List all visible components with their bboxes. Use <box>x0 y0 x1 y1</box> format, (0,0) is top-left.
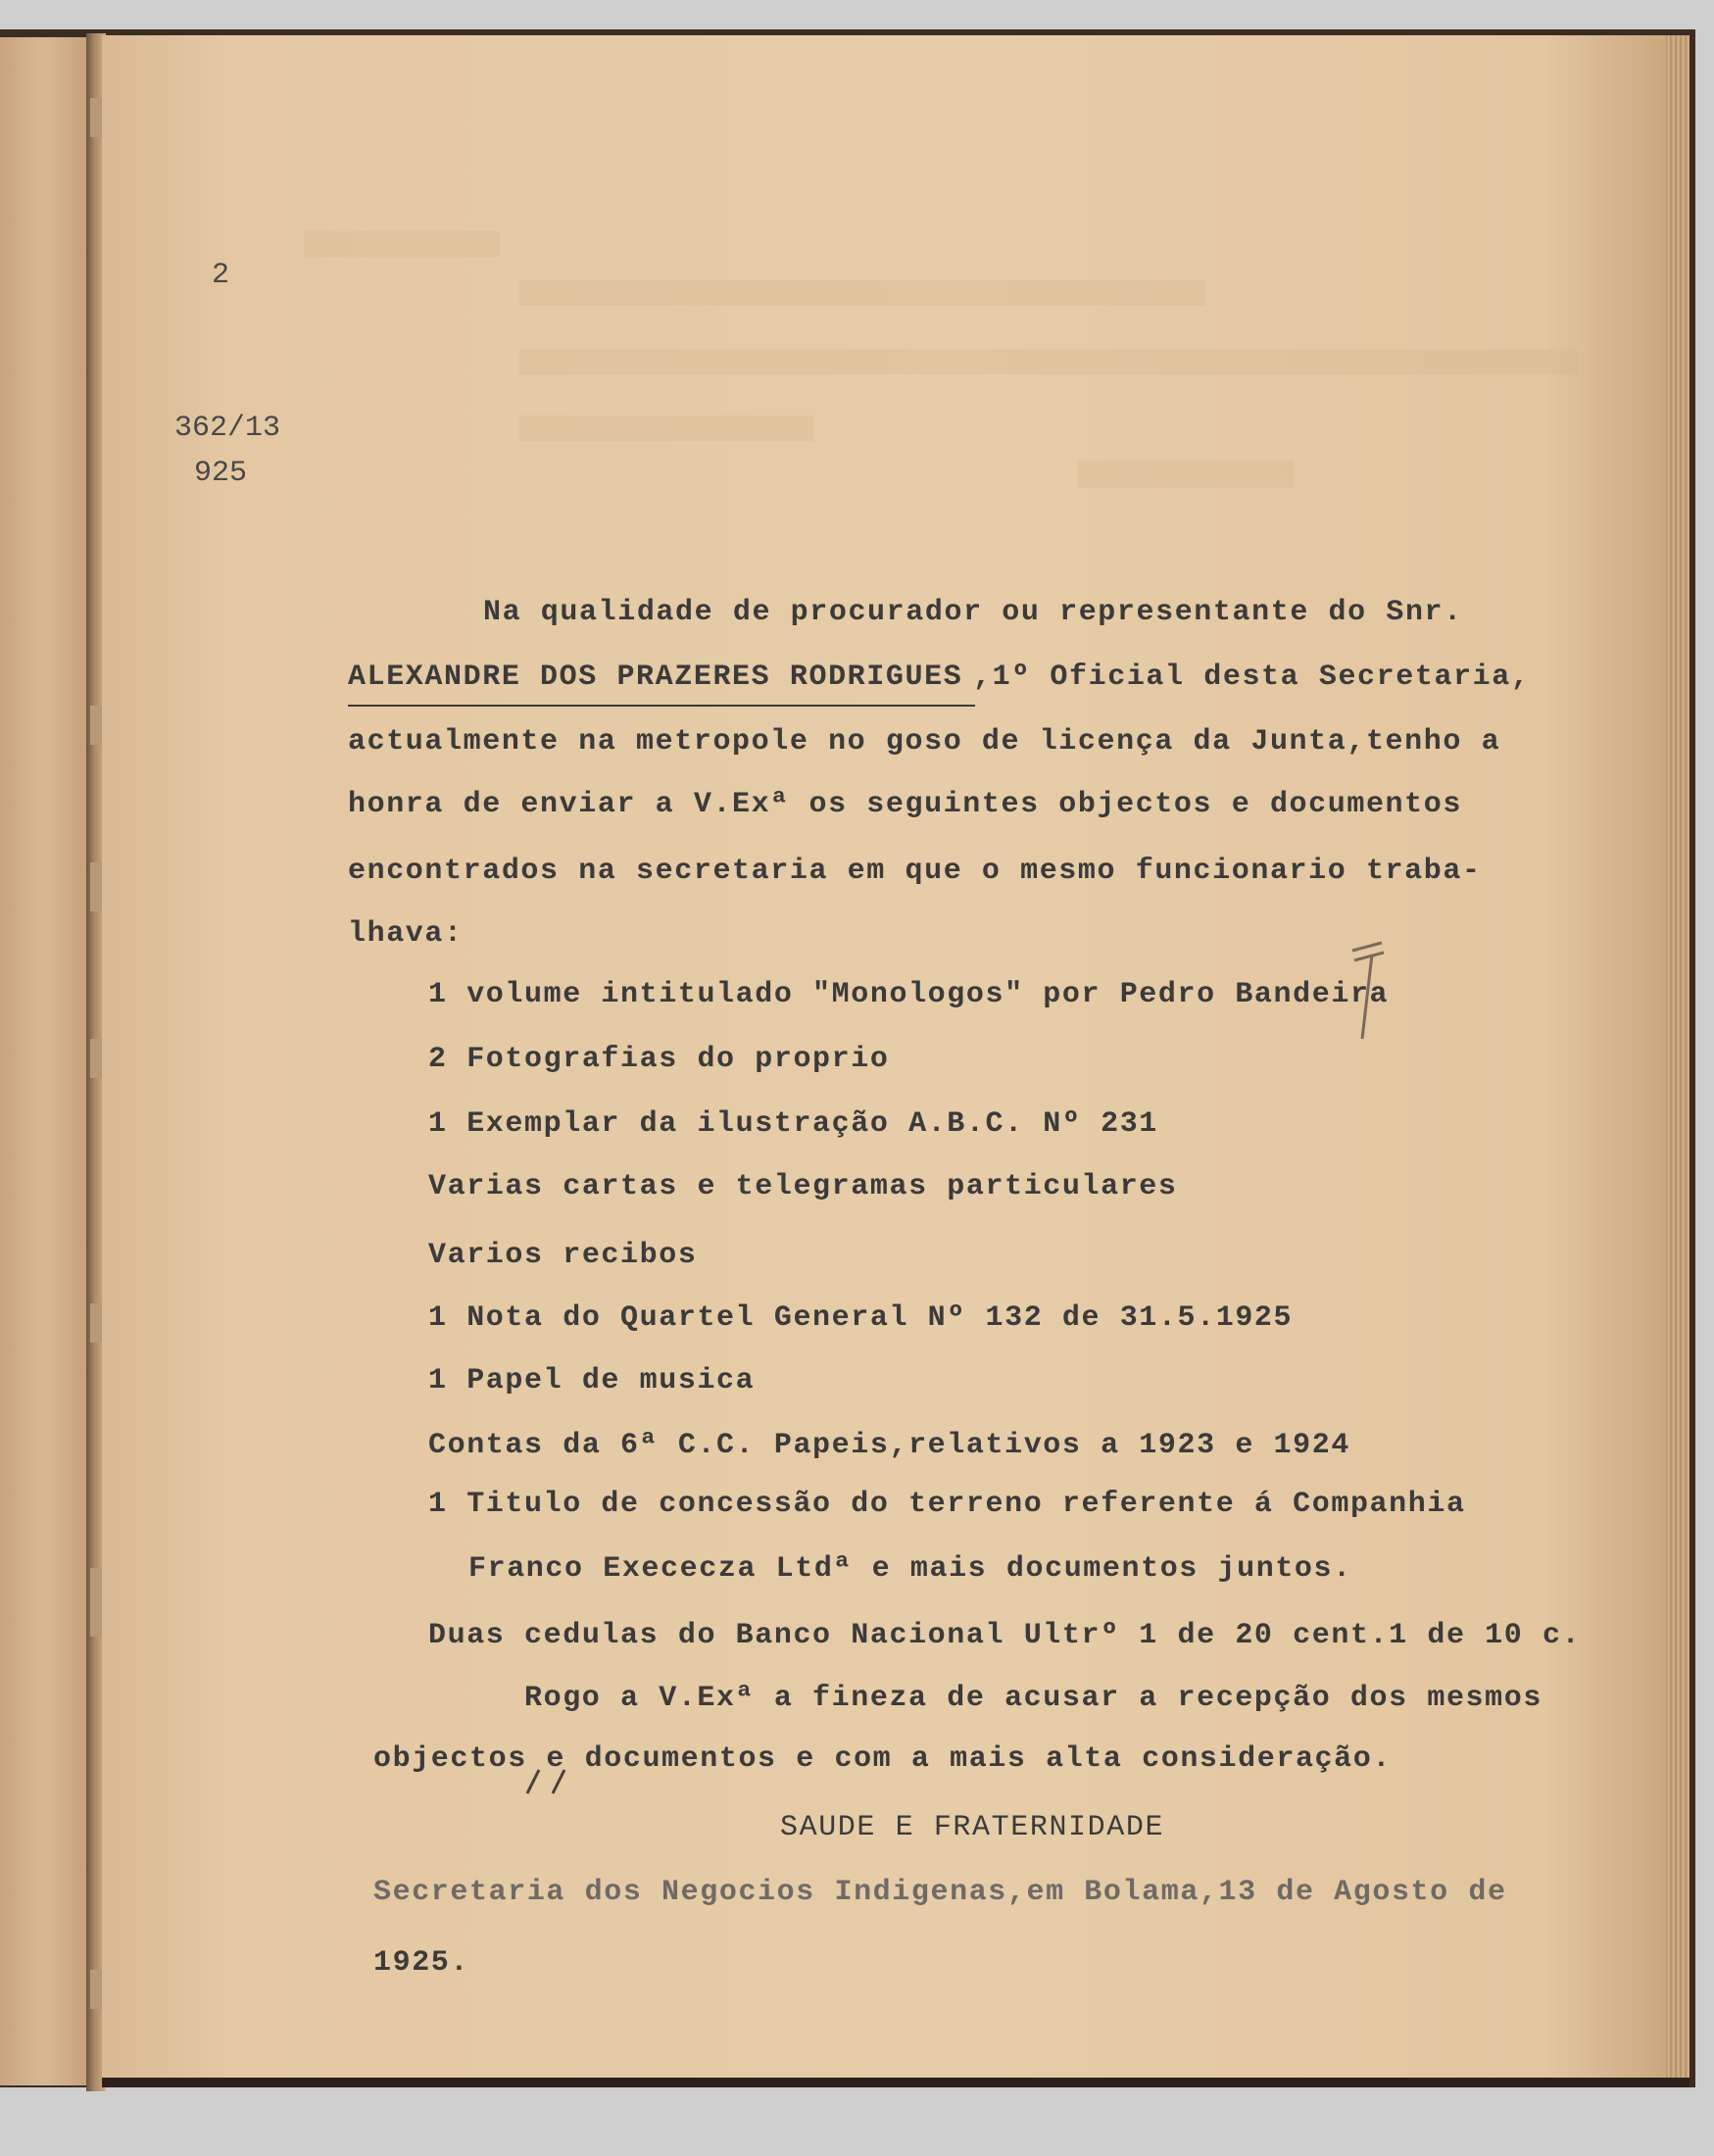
bleed-through-mark <box>519 280 1205 306</box>
body-line: ,1º Oficial desta Secretaria, <box>973 661 1531 694</box>
list-item-continuation: Franco Exececza Ltdª e mais documentos juntos. <box>468 1552 1352 1586</box>
page-stack-edge <box>1666 35 1690 2083</box>
handwritten-tick-mark <box>519 1760 588 1799</box>
book-bottom-edge <box>102 2078 1690 2087</box>
list-item: 1 Titulo de concessão do terreno referente á Companhia <box>428 1488 1466 1521</box>
body-line: lhava: <box>348 917 464 951</box>
list-item: 1 Nota do Quartel General Nº 132 de 31.5.1925 <box>428 1301 1294 1335</box>
list-item: 1 Papel de musica <box>428 1364 756 1397</box>
left-page-sliver <box>0 37 90 2085</box>
bleed-through-mark <box>519 349 1578 374</box>
list-item: 1 volume intitulado "Monologos" por Pedro Bandeira <box>428 978 1390 1011</box>
bleed-through-mark <box>304 231 500 257</box>
list-item: 2 Fotografias do proprio <box>428 1043 890 1076</box>
salutation: SAUDE E FRATERNIDADE <box>780 1811 1165 1844</box>
addressee-name: ALEXANDRE DOS PRAZERES RODRIGUES <box>348 661 963 694</box>
bleed-through-mark <box>519 416 813 441</box>
reference-year: 925 <box>194 457 248 490</box>
name-underline <box>348 705 975 707</box>
body-line: actualmente na metropole no goso de licença da Junta,tenho a <box>348 725 1501 759</box>
place-date-year: 1925. <box>373 1946 470 1980</box>
closing-line: Rogo a V.Exª a fineza de acusar a recepção dos mesmos <box>524 1682 1543 1715</box>
closing-line: objectos e documentos e com a mais alta consideração. <box>373 1742 1392 1776</box>
list-item: 1 Exemplar da ilustração A.B.C. Nº 231 <box>428 1107 1158 1141</box>
handwritten-pen-mark <box>1343 941 1401 1049</box>
list-item: Varias cartas e telegramas particulares <box>428 1170 1178 1203</box>
bleed-through-mark <box>1078 461 1294 488</box>
list-item: Duas cedulas do Banco Nacional Ultrº 1 de 20 cent.1 de 10 c. <box>428 1619 1582 1652</box>
reference-number: 362/13 <box>174 412 281 445</box>
body-line: encontrados na secretaria em que o mesmo funcionario traba- <box>348 855 1482 888</box>
body-line: honra de enviar a V.Exª os seguintes objectos e documentos <box>348 788 1462 821</box>
list-item: Contas da 6ª C.C. Papeis,relativos a 1923 e 1924 <box>428 1429 1350 1462</box>
place-date-line: Secretaria dos Negocios Indigenas,em Bolama,13 de Agosto de <box>373 1876 1507 1909</box>
page-number: 2 <box>212 259 230 292</box>
body-line: Na qualidade de procurador ou representante do Snr. <box>483 596 1463 629</box>
list-item: Varios recibos <box>428 1239 698 1272</box>
